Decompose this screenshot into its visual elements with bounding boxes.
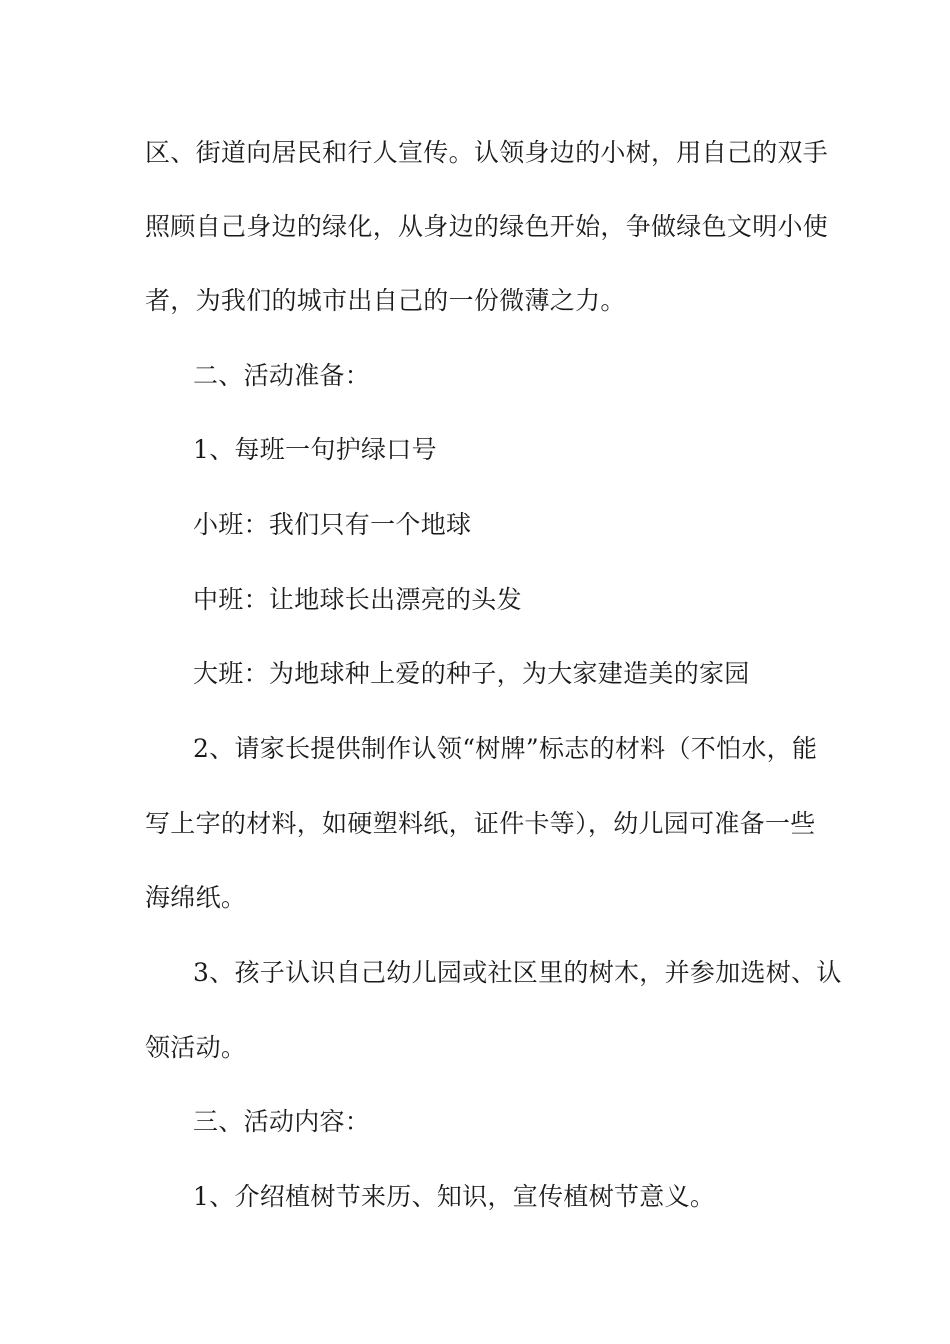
slogan-line: 中班：让地球长出漂亮的头发 [193,585,522,614]
list-item: 1、每班一句护绿口号 [193,435,437,464]
paragraph-line: 写上字的材料，如硬塑料纸，证件卡等），幼儿园可准备一些 [145,809,816,838]
section-heading: 二、活动准备： [193,361,371,390]
paragraph-line: 照顾自己身边的绿化，从身边的绿色开始，争做绿色文明小使 [145,212,829,241]
section-heading: 三、活动内容： [193,1107,371,1136]
paragraph-line: 领活动。 [145,1033,247,1062]
list-item: 1、介绍植树节来历、知识，宣传植树节意义。 [193,1182,716,1211]
list-item: 3、孩子认识自己幼儿园或社区里的树木，并参加选树、认 [193,958,842,987]
paragraph-line: 海绵纸。 [145,883,247,912]
slogan-line: 小班：我们只有一个地球 [193,510,472,539]
paragraph-line: 区、街道向居民和行人宣传。认领身边的小树，用自己的双手 [145,138,829,167]
slogan-line: 大班：为地球种上爱的种子，为大家建造美的家园 [193,659,750,688]
paragraph-line: 者，为我们的城市出自己的一份微薄之力。 [145,286,626,315]
list-item: 2、请家长提供制作认领“树牌”标志的材料（不怕水，能 [193,734,818,763]
